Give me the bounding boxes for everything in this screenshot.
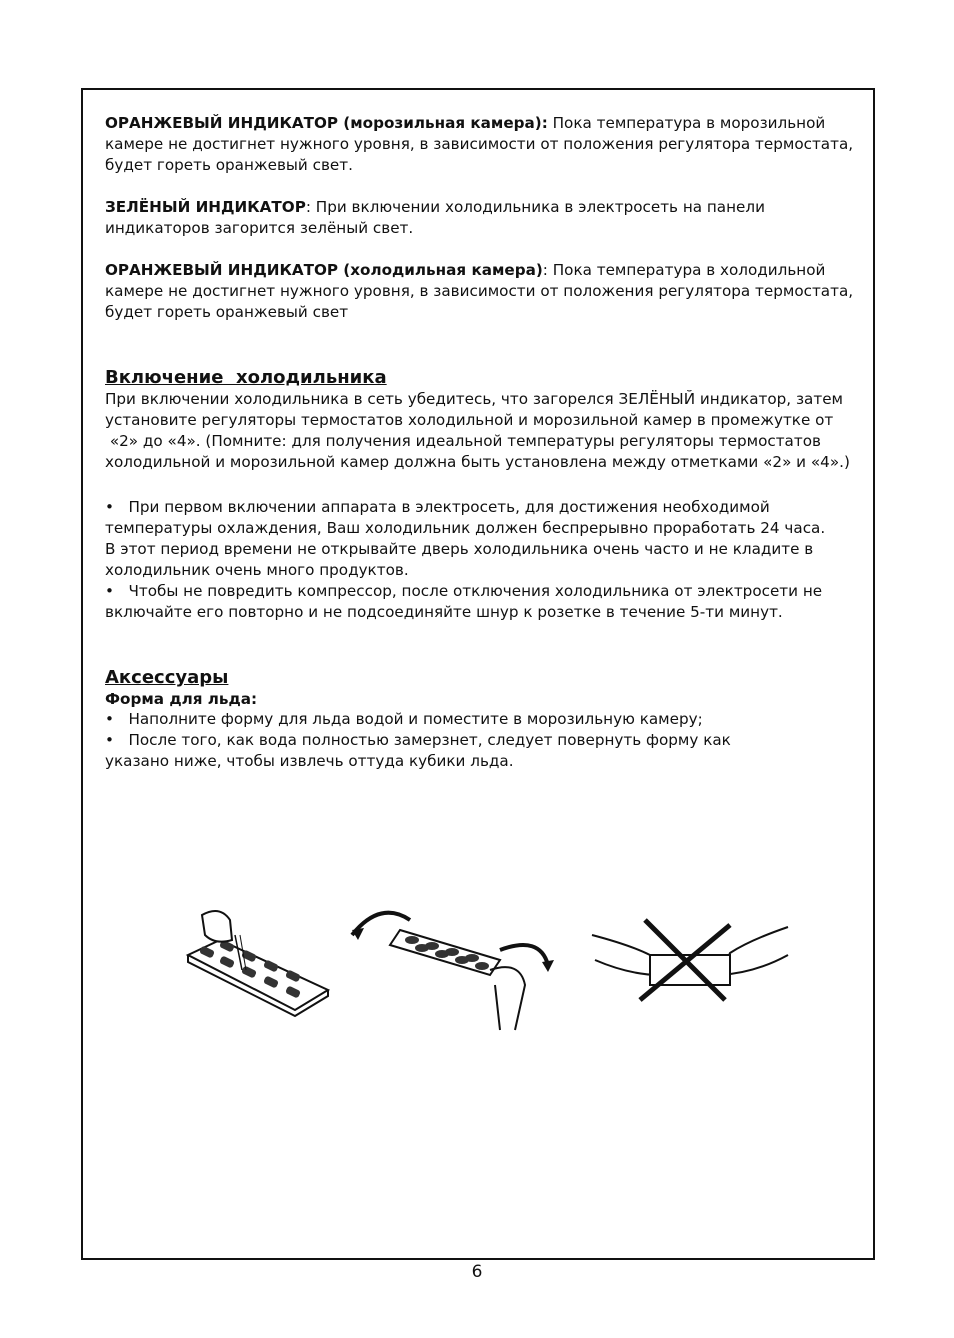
text: : Пока температура в холодильной <box>542 261 826 279</box>
incorrect-method-illustration <box>590 915 790 1005</box>
subheading: Форма для льда: <box>105 690 258 708</box>
text: : При включении холодильника в электросеть на панели <box>305 198 765 216</box>
text: В этот период времени не открывайте дверь холодильника очень часто и не кладите в <box>105 540 814 558</box>
accessories-section <box>105 667 865 772</box>
text: температуры охлаждения, Ваш холодильник должен беспрерывно проработать 24 часа. <box>105 519 826 537</box>
fill-ice-tray-illustration <box>180 900 335 1020</box>
switch-on-notes <box>105 497 865 623</box>
text: При включении холодильника в сеть убедитесь, что загорелся ЗЕЛЁНЫЙ индикатор, затем <box>105 390 843 408</box>
text: • Чтобы не повредить компрессор, после отключения холодильника от электросети не <box>105 582 823 600</box>
text: будет гореть оранжевый свет <box>105 303 349 321</box>
orange-indicator-fridge <box>105 260 865 323</box>
text: холодильник очень много продуктов. <box>105 561 409 579</box>
text: Пока температура в морозильной <box>547 114 826 132</box>
twist-ice-tray-illustration <box>350 900 555 1035</box>
orange-indicator-freezer <box>105 113 865 176</box>
text: • После того, как вода полностью замерзнет, следует повернуть форму как <box>105 731 731 749</box>
label: ОРАНЖЕВЫЙ ИНДИКАТОР (морозильная камера): <box>105 114 548 132</box>
section-heading: Аксессуары <box>105 667 229 688</box>
label: ЗЕЛЁНЫЙ ИНДИКАТОР <box>105 198 306 216</box>
page-content <box>105 113 865 772</box>
text: указано ниже, чтобы извлечь оттуда кубики льда. <box>105 752 514 770</box>
text: будет гореть оранжевый свет. <box>105 156 353 174</box>
text: камере не достигнет нужного уровня, в зависимости от положения регулятора термостата, <box>105 135 854 153</box>
page-number: 6 <box>471 1262 483 1282</box>
text: камере не достигнет нужного уровня, в зависимости от положения регулятора термостата, <box>105 282 854 300</box>
switch-on-section <box>105 367 865 473</box>
section-heading: Включение холодильника <box>105 367 387 388</box>
text: включайте его повторно и не подсоединяйте шнур к розетке в течение 5-ти минут. <box>105 603 783 621</box>
text: • При первом включении аппарата в электросеть, для достижения необходимой <box>105 498 770 516</box>
green-indicator <box>105 197 865 239</box>
label: ОРАНЖЕВЫЙ ИНДИКАТОР (холодильная камера) <box>105 261 543 279</box>
text: установите регуляторы термостатов холодильной и морозильной камер в промежутке от <box>105 411 834 429</box>
text: «2» до «4». (Помните: для получения идеальной температуры регуляторы термостатов <box>105 432 821 450</box>
text: холодильной и морозильной камер должна быть установлена между отметками «2» и «4».) <box>105 453 850 471</box>
text: индикаторов загорится зелёный свет. <box>105 219 414 237</box>
text: • Наполните форму для льда водой и поместите в морозильную камеру; <box>105 710 703 728</box>
